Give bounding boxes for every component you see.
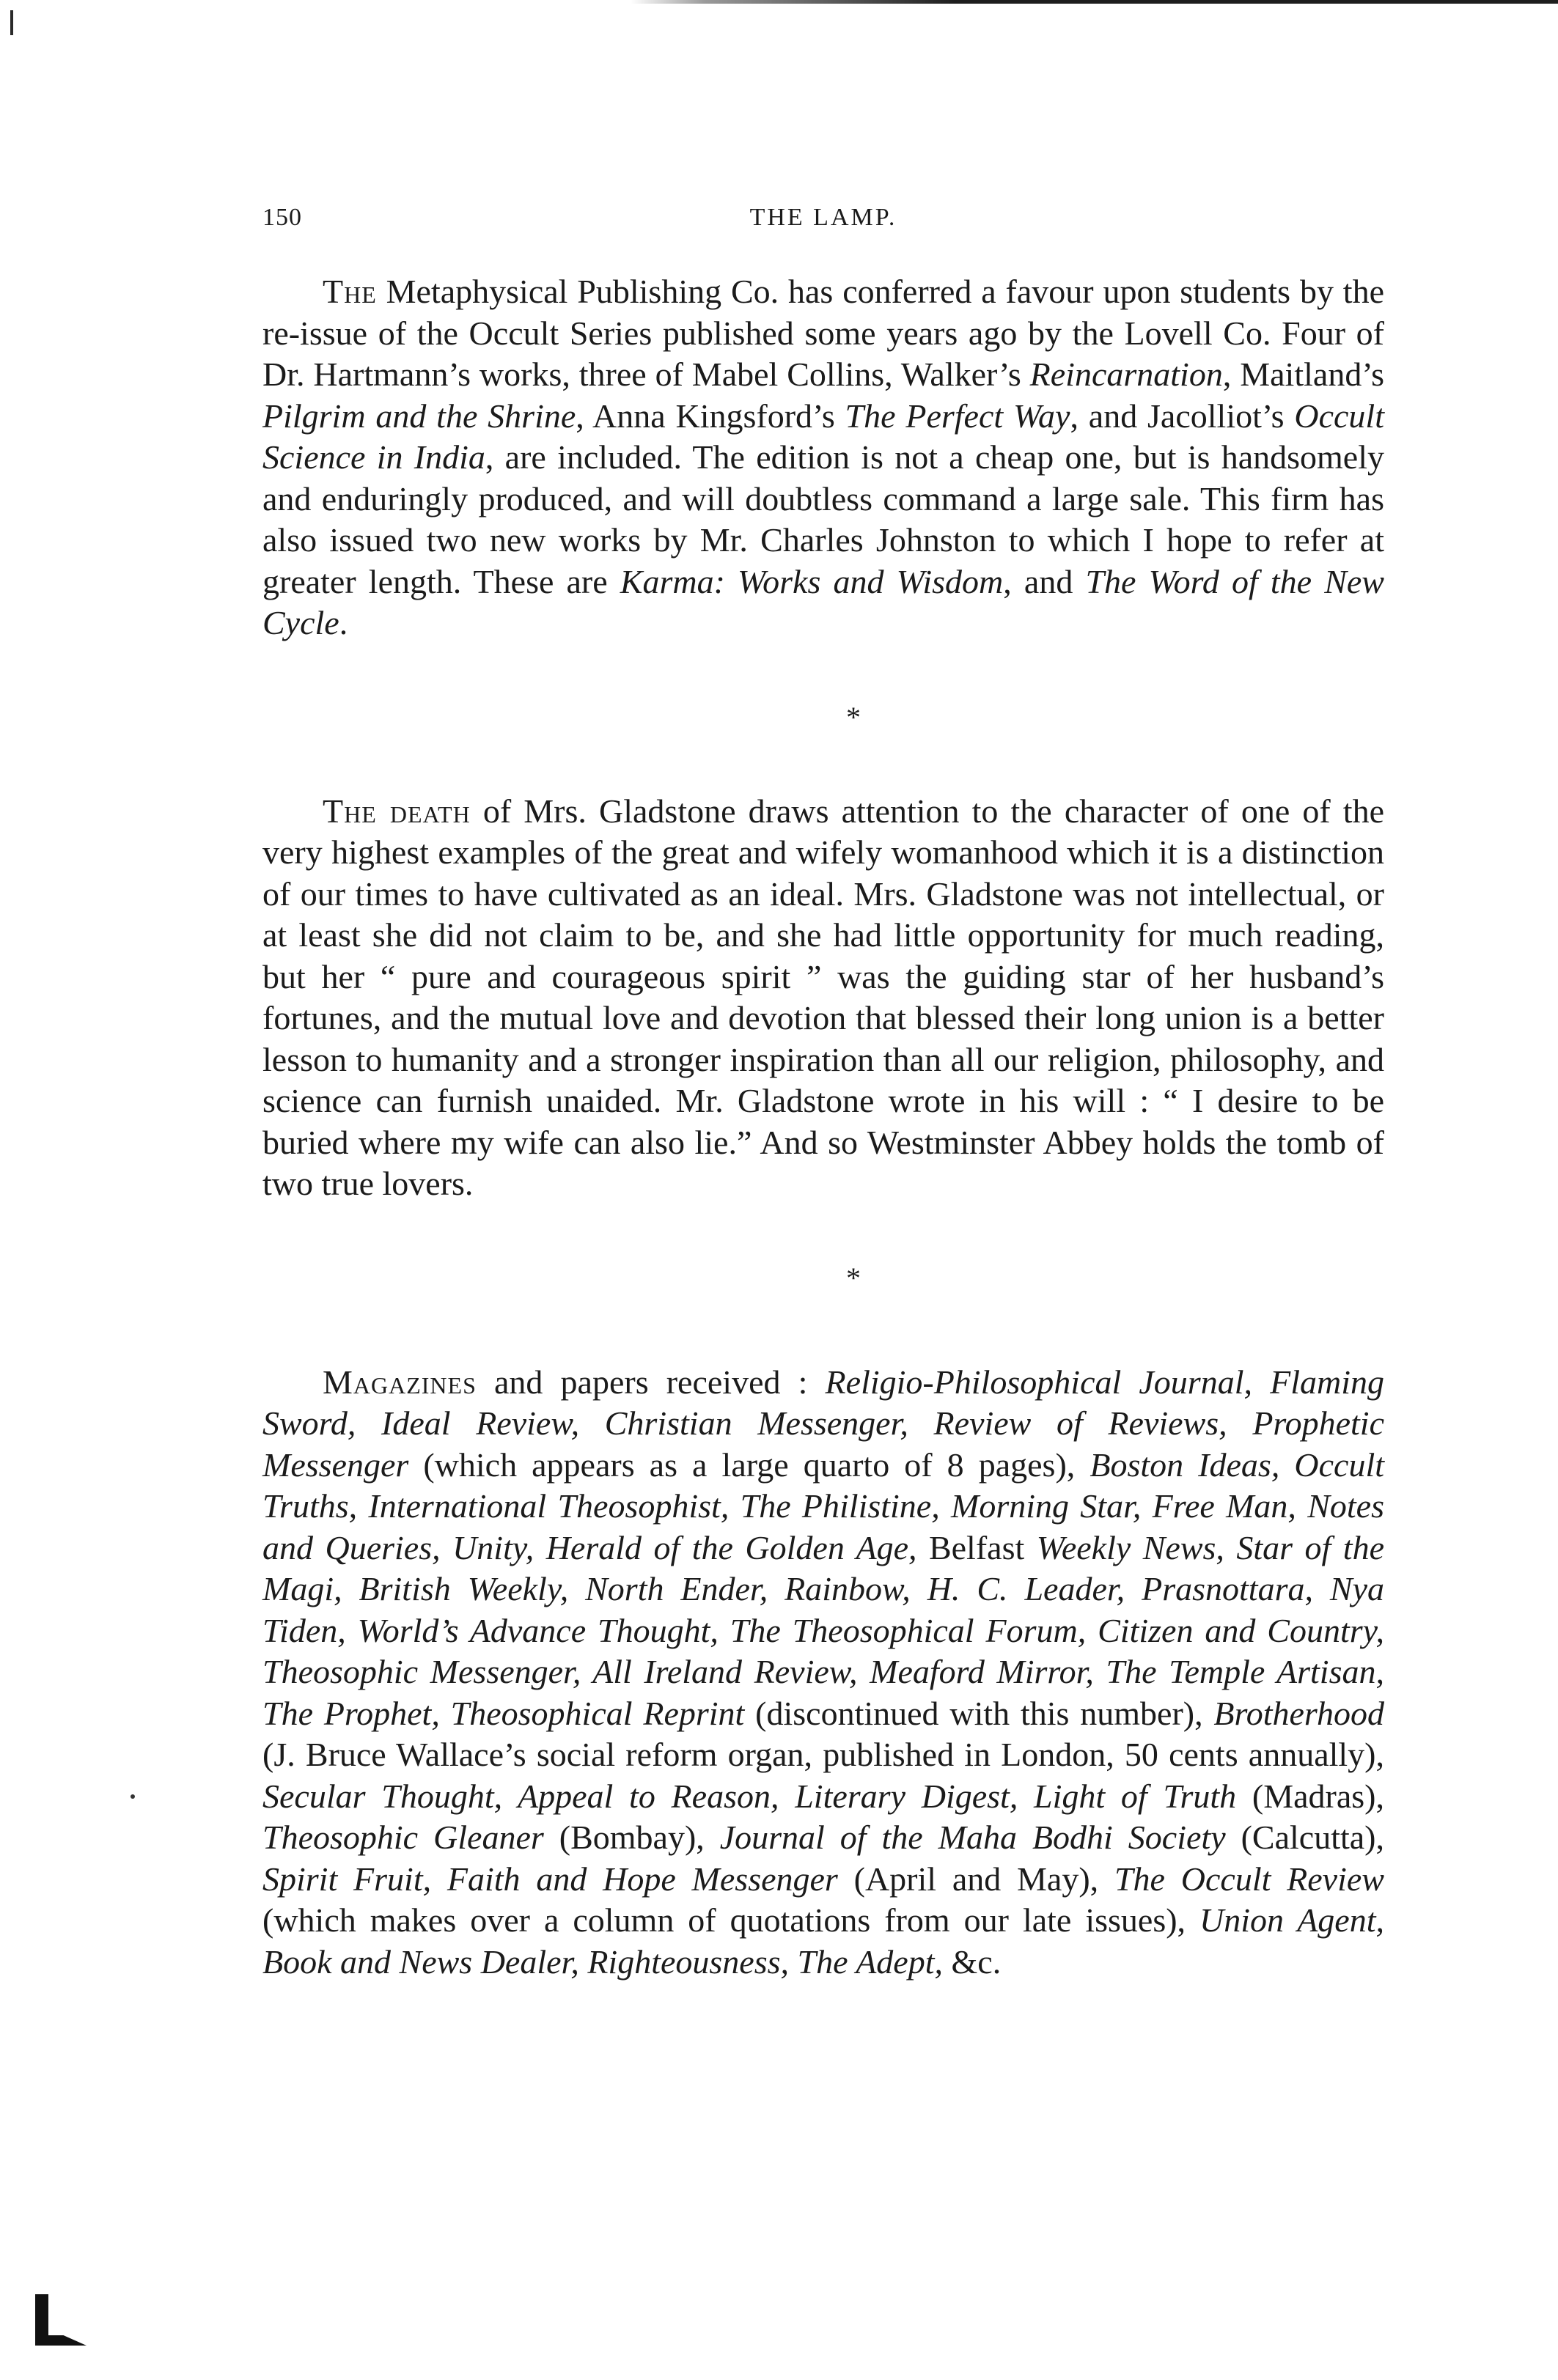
scan-top-rule xyxy=(631,0,1558,4)
paragraph-magazines: Magazines and papers received : Religio-Philosophical Journal, Flaming Sword, Ideal Review, Christian Messenger, Review of Reviews, Prophetic Messenger (which appears as a large quarto of 8 pages), Boston Ideas, Occult Truths, International Theosophist, The Philistine, Morning Star, Free Man, Notes and Queries, Unity, Herald of the Golden Age, Belfast Weekly News, Star of the Magi, British Weekly, North Ender, Rainbow, H. C. Leader, Prasnottara, Nya Tiden, World’s Advance Thought, The Theosophical Forum, Citizen and Country, Theosophic Messenger, All Ireland Review, Meaford Mirror, The Temple Artisan, The Prophet, Theosophical Reprint (discontinued with this number), Brotherhood (J. Bruce Wallace’s social reform organ, published in London, 50 cents annually), Secular Thought, Appeal to Reason, Literary Digest, Light of Truth (Madras), Theosophic Gleaner (Bombay), Journal of the Maha Bodhi Society (Calcutta), Spirit Fruit, Faith and Hope Messenger (April and May), The Occult Review (which makes over a column of quotations from our late issues), Union Agent, Book and News Dealer, Righteousness, The Adept, &c. xyxy=(262,1363,1384,1981)
book-title: The Word of the New Cycle xyxy=(262,562,1384,641)
scan-corner-mark xyxy=(35,2294,87,2346)
magazine-titles: Spirit Fruit, Faith and Hope Messenger xyxy=(262,1860,838,1898)
paragraph-metaphysical-publishing: The Metaphysical Publishing Co. has conferred a favour upon students by the re-issue of the Occult Series published some years ago by the Lovell Co. Four of Dr. Hartmann’s works, three of Mabel Collins, Walker’s Reincarnation, Maitland’s Pilgrim and the Shrine, Anna Kingsford’s The Perfect Way, and Jacolliot’s Occult Science in India, are included. The edition is not a cheap one, but is handsomely and enduringly produced, and will doubtless command a large sale. This firm has also issued two new works by Mr. Charles Johnston to which I hope to refer at greater length. These are Karma: Works and Wisdom, and The Word of the New Cycle. xyxy=(262,273,1385,641)
book-title: Pilgrim and the Shrine xyxy=(262,397,576,435)
scan-speck xyxy=(131,1794,135,1799)
magazine-titles: Union Agent, Book and News Dealer, Righteousness, The Adept, xyxy=(262,1901,1384,1981)
book-title: The Perfect Way xyxy=(845,397,1070,435)
lead-word: Magazines xyxy=(323,1363,477,1401)
paragraph-gladstone: The death of Mrs. Gladstone draws attention to the character of one of the very highest examples of the great and wifely womanhood which it is a distinction of our times to have cultivated as an ideal. Mrs. Gladstone was not intellectual, or at least she did not claim to be, and she had little opportunity for much reading, but her “ pure and courageous spirit ” was the guiding star of her husband’s fortunes, and the mutual love and devotion that blessed their long union is a better lesson to humanity and a stronger inspiration than all our religion, philosophy, and science can furnish unaided. Mr. Gladstone wrote in his will : “ I desire to be buried where my wife can also lie.” And so Westminster Abbey holds the tomb of two true lovers. xyxy=(262,792,1385,1202)
magazine-titles: Brotherhood xyxy=(1213,1694,1384,1732)
lead-word: The death xyxy=(323,792,471,830)
magazine-titles: The Occult Review xyxy=(1114,1860,1384,1898)
book-title: Occult Science in India xyxy=(262,397,1384,476)
magazine-titles: Weekly News, Star of the Magi, British Weekly, North Ender, Rainbow, H. C. Leader, Prasnottara, Nya Tiden, World’s Advance Thought, The Theosophical Forum, Citizen and Country, Theosophic Messenger, All Ireland Review, Meaford Mirror, The Temple Artisan, The Prophet, Theosophical Reprint xyxy=(262,1528,1384,1732)
magazine-titles: Religio-Philosophical Journal, Flaming Sword, Ideal Review, Christian Messenger, Review of Reviews, Prophetic Messenger xyxy=(262,1363,1384,1484)
running-title: THE LAMP. xyxy=(749,204,897,231)
magazine-titles: Boston Ideas, Occult Truths, International Theosophist, The Philistine, Morning Star, Free Man, Notes and Queries, Unity, Herald of the Golden Age, xyxy=(262,1445,1384,1566)
section-separator: * xyxy=(846,1261,861,1294)
text-column xyxy=(262,271,1384,1983)
running-header xyxy=(262,204,1384,240)
book-title: Karma: Works and Wisdom xyxy=(620,562,1004,600)
magazine-titles: Journal of the Maha Bodhi Society xyxy=(719,1819,1226,1856)
page-number: 150 xyxy=(262,204,302,231)
section-separator: * xyxy=(846,700,861,734)
book-title: Reincarnation xyxy=(1029,355,1223,393)
magazine-titles: Theosophic Gleaner xyxy=(262,1819,544,1856)
magazine-titles: Secular Thought, Appeal to Reason, Literary Digest, Light of Truth xyxy=(262,1777,1237,1815)
scan-margin-mark xyxy=(10,10,13,35)
lead-word: The xyxy=(323,273,377,310)
